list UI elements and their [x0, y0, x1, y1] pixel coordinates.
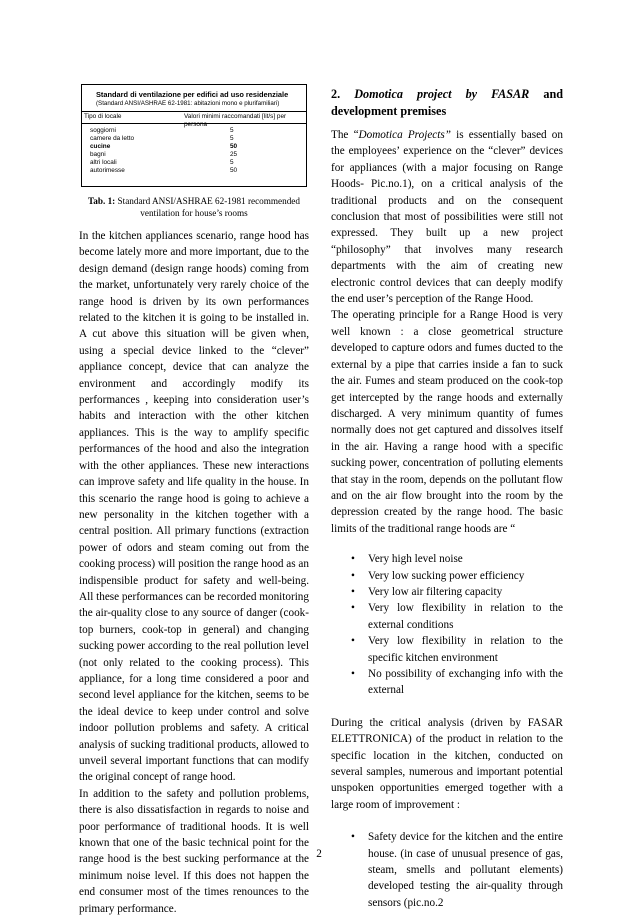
table-cell-room: soggiorni — [90, 127, 116, 134]
table-cell-room: cucine — [90, 143, 111, 150]
table-row — [90, 127, 290, 135]
p1-open: The “ — [331, 129, 359, 141]
limits-list — [331, 551, 563, 699]
spacer — [331, 699, 563, 715]
table-row — [90, 151, 290, 159]
table-row — [90, 143, 290, 151]
p1-italic: Domotica Projects” — [358, 129, 451, 141]
right-column — [331, 86, 563, 911]
table-cell-room: altri locali — [90, 159, 117, 166]
section-title-rest: and development premises — [331, 87, 564, 118]
spacer — [331, 537, 563, 551]
table-subtitle: (Standard ANSI/ASHRAE 62-1981: abitazioni mono e plurifamiliari) — [96, 100, 280, 107]
list-item: • Very low flexibility in relation to the external conditions — [368, 600, 563, 633]
table-title: Standard di ventilazione per edifici ad uso residenziale — [96, 90, 289, 99]
body-paragraph: The operating principle for a Range Hood is very well known : a close geometrical structure developed to capture odors and fumes ducted to the external by a pipe that carries inside a fan to suck the air. Fumes and steam produced on the cook-top get intercepted by the range hoods and externally discharged. A very minimum quantity of fumes normally does not get captured and dissolves itself in the air. Having a range hood with a specific sucking power, concentration of polluting elements that stay in the room, depends on the pollutant flow and on the air flow brought into the room by the depression created by the range hood. The basic limits of the traditional range hoods are “ — [331, 309, 563, 535]
spacer — [331, 813, 563, 829]
section-heading — [331, 86, 563, 120]
list-item: • Very low air filtering capacity — [368, 584, 563, 600]
left-column — [79, 84, 309, 917]
table-row — [90, 135, 290, 143]
table-cell-value: 5 — [230, 135, 234, 142]
body-paragraph: In the kitchen appliances scenario, range hood has become lately more and more important, due to the design demand (design range hoods) coming from the market, unfortunately very rarely choice of the range hood is driven by its own performances related to the kitchen it is going to be installed in. A cut above this situation will be given when, using a special device linked to the “clever” appliance concept, device that can analyze the environment and accordingly modify its performances , keeping into consideration user’s habits and interaction with the other kitchen appliances. This is the way to amplify specific performances of the hood and also the integration with the other appliances. These new interactions can improve safety and life quality in the house. In this scenario the range hood is going to achieve a new personality in the kitchen together with a central position. All primary functions (extraction power of odors and steam coming out from the cooking process) will position the range hood as an indispensible product for safety and well-being. All these performances can be recorded monitoring the air-quality close to any source of danger (cook-top burners, cook-top in general) and changing sucking power according to the real pollution level (not only related to the cooking process). This appliance, for a long time considered a poor and second level appliance for the kitchen, seems to be the ideal device to keep under control and solve indoor pollution problems and safety. A critical analysis of sucking traditional products, allowed to unveil several important functions that can modify the original concept of range hood. — [79, 230, 309, 784]
section-title-italic: Domotica project by FASAR — [354, 87, 530, 101]
table-cell-value: 5 — [230, 159, 234, 166]
improvements-list — [331, 829, 563, 911]
body-paragraph — [331, 127, 563, 307]
table-cell-value: 50 — [230, 167, 238, 174]
table-header-room: Tipo di locale — [84, 113, 122, 120]
table-cell-value: 50 — [230, 143, 238, 150]
p1-rest: is essentially based on the employees’ experience on the “clever” devices for appliances (with a major focusing on Range Hoods- Pic.no.1), on a critical analysis of the traditional products and on the consequent conclusion that most of possibilities were still not expressed. They built up a new project “philosophy” that involves many research departments with the aim of creating new electronic control devices that can deeply modify the end user’s perception of the Range Hood. — [331, 129, 563, 306]
list-item: • No possibility of exchanging info with the external — [368, 666, 563, 699]
list-item: • Very low flexibility in relation to the specific kitchen environment — [368, 633, 563, 666]
table-divider — [82, 111, 306, 112]
page-number: 2 — [316, 848, 322, 860]
table-cell-value: 25 — [230, 151, 238, 158]
table-header-values: Valori minimi raccomandati [lit/s] per persona — [184, 113, 287, 129]
body-paragraph: In addition to the safety and pollution problems, there is also dissatisfaction in regards to noise and poor performance of traditional hoods. It is well known that one of the basic technical point for the range hood is the best sucking performance at the minimum noise level. If this does not happen the end consumer most of the times renounces to the primary performance. — [79, 787, 309, 915]
table-rows — [90, 127, 290, 175]
list-item: • Safety device for the kitchen and the entire house. (in case of unusual presence of gas, steam, smells and pollutant elements) developed testing the air-quality through sensors (pic.no.2 — [368, 829, 563, 911]
caption-text: Standard ANSI/ASHRAE 62-1981 recommended ventilation for house’s rooms — [117, 196, 300, 218]
body-paragraph: During the critical analysis (driven by FASAR ELETTRONICA) of the product in relation to the specific location in the kitchen, conducted on several samples, numerous and important potential unspoken opportunities emerged together with a large room of improvement : — [331, 716, 563, 811]
table-row — [90, 167, 290, 175]
table-row — [90, 159, 290, 167]
caption-label: Tab. 1: — [88, 196, 116, 206]
section-number: 2. — [331, 87, 341, 101]
table-cell-room: autorimesse — [90, 167, 125, 174]
table-cell-room: camere da letto — [90, 135, 135, 142]
table-cell-value: 5 — [230, 127, 234, 134]
list-item: • Very high level noise — [368, 551, 563, 567]
table-caption — [79, 195, 309, 219]
table-divider — [82, 123, 306, 124]
list-item: • Very low sucking power efficiency — [368, 568, 563, 584]
table-cell-room: bagni — [90, 151, 106, 158]
ventilation-standards-table — [81, 84, 307, 187]
